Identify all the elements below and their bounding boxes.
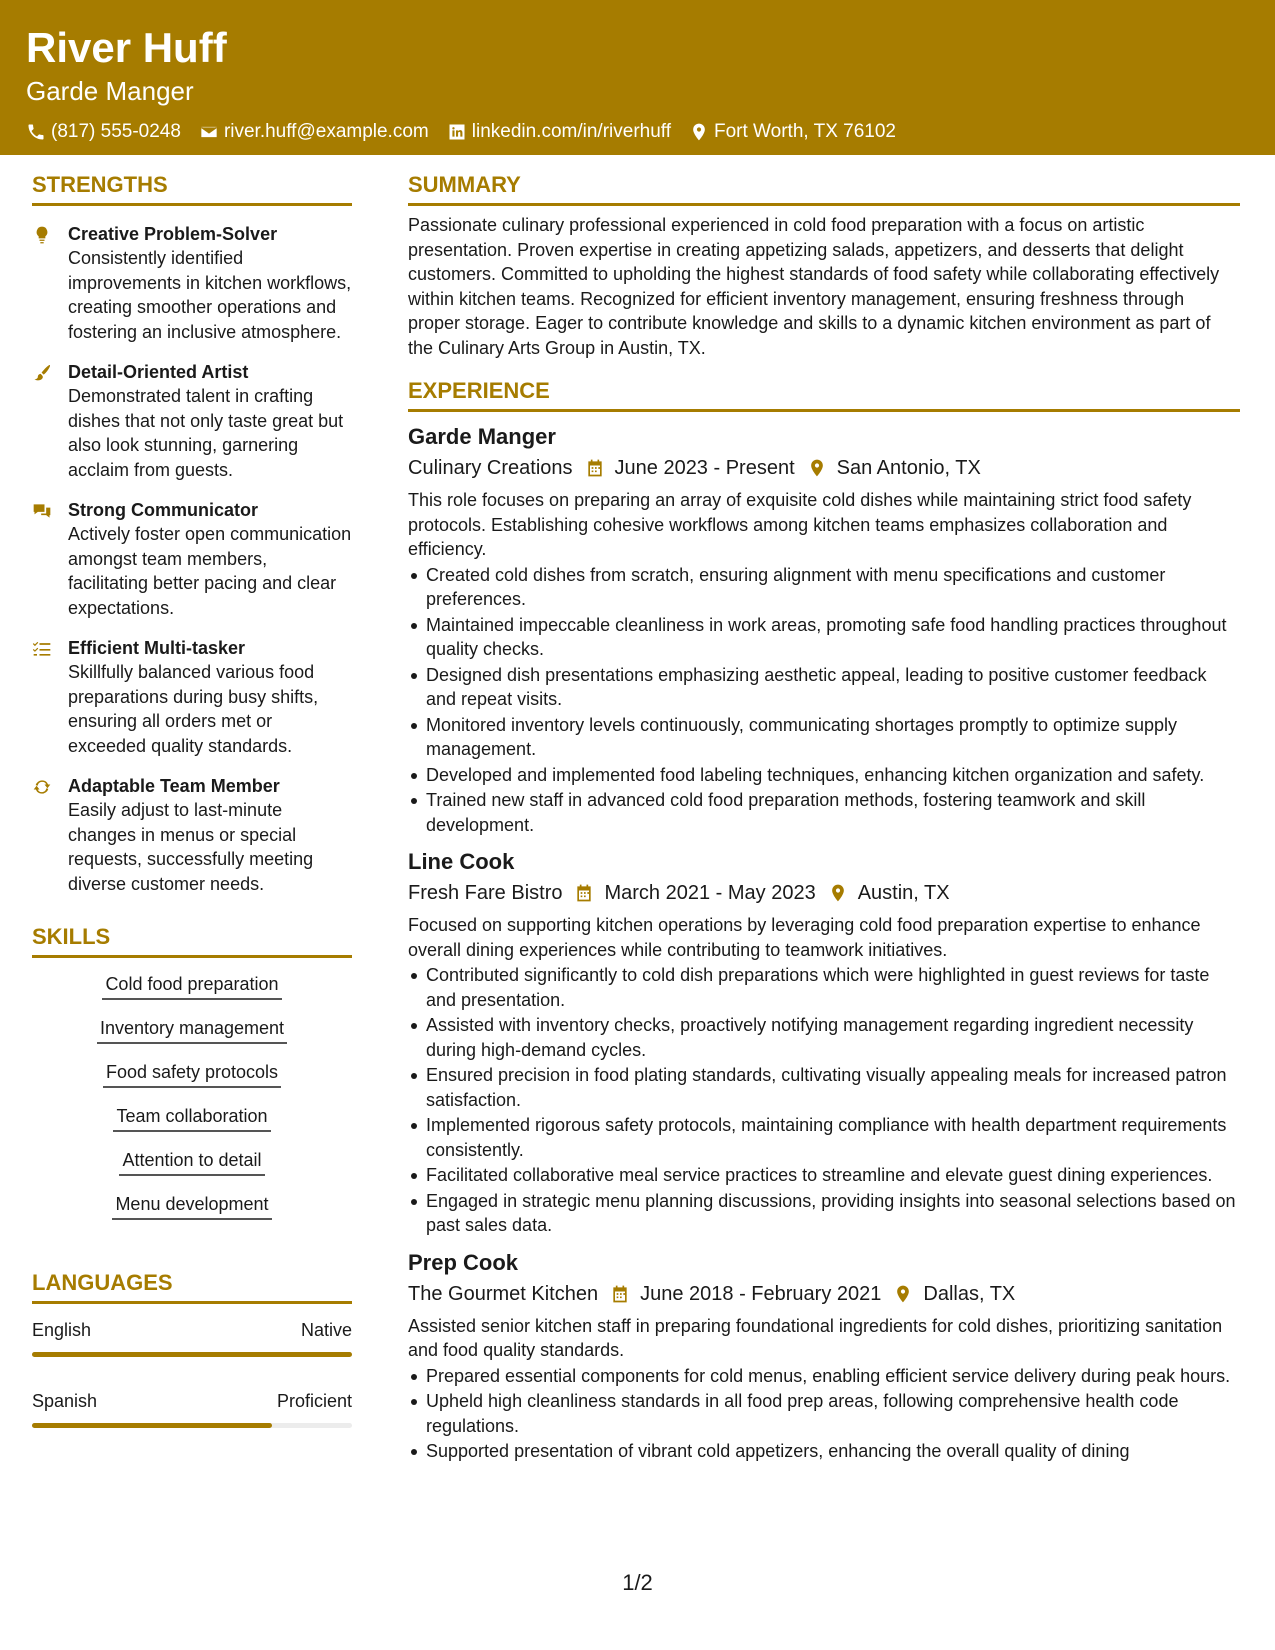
linkedin-icon [447,122,467,142]
job-entry [408,422,1240,837]
contact-location-text: Fort Worth, TX 76102 [714,121,896,142]
skill-item: Menu development [112,1192,271,1220]
job-description: Focused on supporting kitchen operations by leveraging cold food preparation expertise to enhance overall dining experiences while contributing to teamwork initiatives. [408,915,1201,960]
language-item [32,1318,352,1342]
strength-item [32,498,352,620]
language-name: English [32,1320,92,1340]
job-bullets [408,563,1240,838]
experience-list [408,422,1240,1464]
job-bullet: Monitored inventory levels continuously, communicating shortages promptly to optimize supply management. [408,713,1240,762]
job-location: San Antonio, TX [836,457,981,479]
skill-item: Inventory management [97,1016,287,1044]
language-level: Proficient [276,1391,352,1411]
job-bullets [408,1364,1240,1464]
calendar-icon [574,883,594,903]
strength-title: Detail-Oriented Artist [68,362,249,382]
job-bullet: Developed and implemented food labeling techniques, enhancing kitchen organization and safety. [408,763,1240,788]
right-column [408,170,1240,1465]
job-meta [408,454,1240,482]
summary-text: Passionate culinary professional experienced in cold food preparation with a focus on artistic presentation. Proven expertise in creating appetizing salads, appetizers, and desserts that delight customers. Committed to upholding the highest standards of food safety while collaborating effectively within kitchen teams. Recognized for efficient inventory management, ensuring freshness through proper storage. Eager to contribute knowledge and skills to a dynamic kitchen environment as part of the Culinary Arts Group in Austin, TX. [408,215,1220,358]
list-check-icon [32,639,52,659]
contact-email-text: river.huff@example.com [223,121,429,142]
strength-item [32,636,352,758]
strength-item [32,774,352,896]
strength-desc: Easily adjust to last-minute changes in menus or special requests, successfully meeting diverse customer needs. [68,800,314,894]
job-bullet: Ensured precision in food plating standards, cultivating visually appealing meals for increased patron satisfaction. [408,1063,1240,1112]
summary-heading: SUMMARY [408,170,1240,206]
skill-item: Attention to detail [119,1148,264,1176]
strength-title: Adaptable Team Member [68,776,280,796]
strength-desc: Demonstrated talent in crafting dishes that not only taste great but also look stunning, garnering acclaim from guests. [68,386,344,480]
calendar-icon [610,1284,630,1304]
skill-item: Team collaboration [113,1104,270,1132]
contact-phone-text: (817) 555-0248 [51,121,181,142]
languages-heading: LANGUAGES [32,1268,352,1304]
contact-location [689,119,896,145]
job-meta [408,1280,1240,1308]
contact-email[interactable] [199,119,429,145]
job-bullet: Engaged in strategic menu planning discussions, providing insights into seasonal selections based on past sales data. [408,1189,1240,1238]
contact-linkedin[interactable] [447,119,671,145]
job-title: Line Cook [408,849,515,874]
strength-title: Strong Communicator [68,500,259,520]
language-proficiency-fill [32,1423,272,1428]
job-location: Austin, TX [857,882,950,904]
language-level: Native [300,1320,352,1340]
language-proficiency-fill [32,1352,352,1357]
comments-icon [32,501,52,521]
strength-title: Efficient Multi-tasker [68,638,246,658]
lightbulb-icon [32,225,52,245]
strength-title: Creative Problem-Solver [68,224,278,244]
job-bullet: Trained new staff in advanced cold food preparation methods, fostering teamwork and skill development. [408,788,1240,837]
job-company: Fresh Fare Bistro [408,882,563,904]
map-pin-icon [807,458,827,478]
job-bullet: Contributed significantly to cold dish preparations which were highlighted in guest reviews for taste and presentation. [408,963,1240,1012]
paintbrush-icon [32,363,52,383]
job-bullet: Prepared essential components for cold menus, enabling efficient service delivery during peak hours. [408,1364,1240,1389]
job-description: Assisted senior kitchen staff in preparing foundational ingredients for cold dishes, prioritizing sanitation and food quality standards. [408,1315,1223,1360]
envelope-icon [199,122,219,142]
strength-desc: Actively foster open communication amongst team members, facilitating better pacing and clear expectations. [68,524,352,618]
skills-list [32,972,352,1236]
job-meta [408,879,1240,907]
job-title: Prep Cook [408,1249,519,1275]
contact-linkedin-text: linkedin.com/in/riverhuff [471,121,671,142]
skill-item: Cold food preparation [102,972,281,1000]
job-dates: June 2023 - Present [614,457,795,479]
strength-desc: Skillfully balanced various food preparations during busy shifts, ensuring all orders met or exceeded quality standards. [68,662,319,756]
contact-phone[interactable] [26,119,181,145]
job-company: Culinary Creations [408,457,573,479]
candidate-title: Garde Manger [26,76,194,106]
page-number: 1/2 [622,1570,653,1595]
contact-list [26,119,1249,145]
strength-desc: Consistently identified improvements in kitchen workflows, creating smoother operations and fostering an inclusive atmosphere. [68,248,352,342]
job-bullet: Upheld high cleanliness standards in all food prep areas, following comprehensive health code regulations. [408,1389,1240,1438]
refresh-icon [32,777,52,797]
job-entry [408,847,1240,1238]
job-bullet: Designed dish presentations emphasizing aesthetic appeal, leading to positive customer feedback and repeat visits. [408,663,1240,712]
candidate-name: River Huff [26,24,227,71]
job-dates: June 2018 - February 2021 [640,1282,882,1305]
job-bullet: Implemented rigorous safety protocols, maintaining compliance with health department requirements consistently. [408,1113,1240,1162]
left-column [32,170,352,1460]
job-bullet: Created cold dishes from scratch, ensuring alignment with menu specifications and customer preferences. [408,563,1240,612]
job-company: The Gourmet Kitchen [408,1282,599,1305]
job-dates: March 2021 - May 2023 [604,882,816,904]
language-name: Spanish [32,1391,98,1411]
experience-heading: EXPERIENCE [408,376,1240,412]
job-title: Garde Manger [408,424,556,449]
strengths-heading: STRENGTHS [32,170,352,206]
phone-icon [26,122,46,142]
skills-heading: SKILLS [32,922,352,958]
language-item [32,1389,352,1413]
skill-item: Food safety protocols [103,1060,281,1088]
job-bullet: Facilitated collaborative meal service practices to streamline and elevate guest dining experiences. [408,1163,1240,1188]
job-description: This role focuses on preparing an array of exquisite cold dishes while maintaining strict food safety protocols. Establishing cohesive workflows among kitchen teams emphasizes collaboration and efficiency. [408,490,1192,559]
calendar-icon [585,458,605,478]
job-bullets [408,963,1240,1238]
map-pin-icon [828,883,848,903]
strength-item [32,222,352,344]
job-bullet: Assisted with inventory checks, proactively notifying management regarding ingredient necessity during high-demand cycles. [408,1013,1240,1062]
strength-item [32,360,352,482]
resume-header [0,0,1275,155]
map-pin-icon [893,1284,913,1304]
language-proficiency-bar [32,1352,352,1357]
languages-list [32,1318,352,1428]
job-location: Dallas, TX [923,1282,1016,1305]
job-entry [408,1248,1240,1464]
job-bullet: Supported presentation of vibrant cold appetizers, enhancing the overall quality of dining [408,1439,1240,1464]
map-pin-icon [689,122,709,142]
job-bullet: Maintained impeccable cleanliness in work areas, promoting safe food handling practices throughout quality checks. [408,613,1240,662]
language-proficiency-bar [32,1423,352,1428]
